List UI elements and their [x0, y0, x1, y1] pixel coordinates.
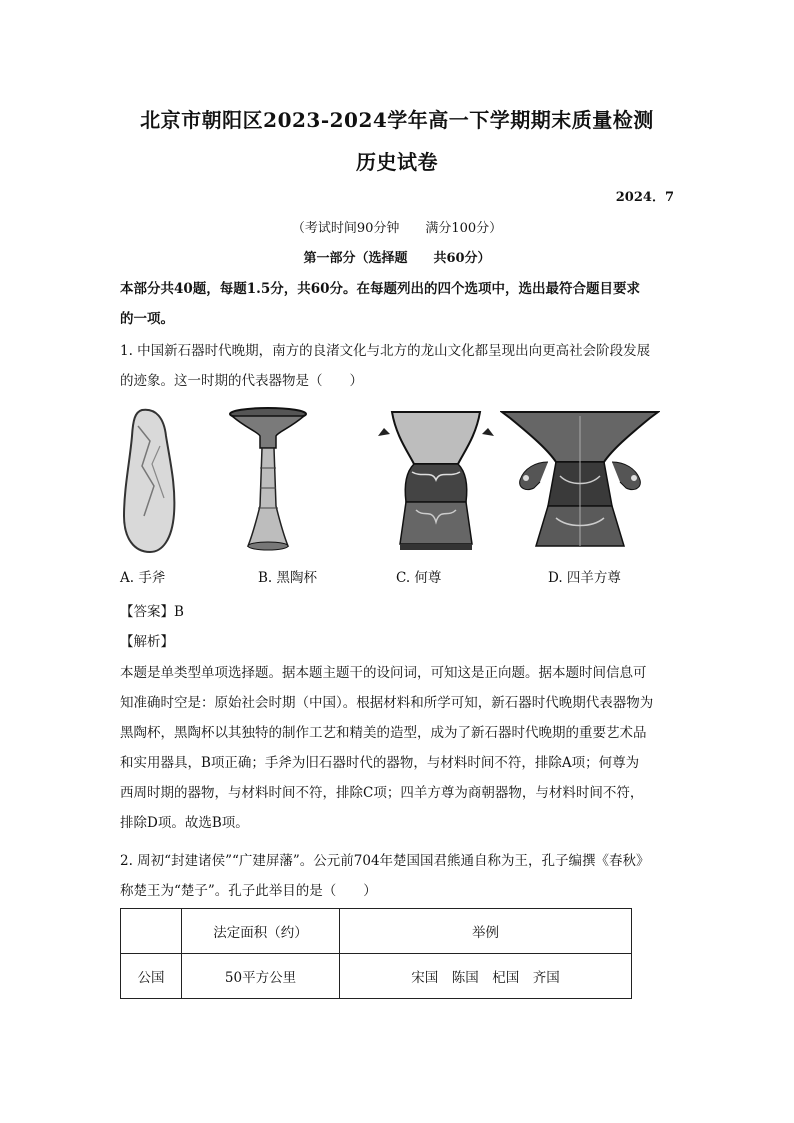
- option-b: B. 黑陶杯: [258, 570, 318, 586]
- section-heading: 第一部分（选择题 共60分）: [303, 251, 491, 266]
- question-1-analysis: 本题是单类型单项选择题。据本题主题干的设问词，可知这是正向题。据本题时间信息可 知准确时空是：原始社会时期（中国）。根据材料和所学可知，新石器时代晚期代表器物为 黑陶杯，黑陶杯以其独特的制作工艺和精美的造型，成为了新石器时代晚期的重要艺术品 和实用器具，B项正确；手斧为旧石器时代的器物，与材料时间不符，排除A项；何尊为 西周时期的器物，与材料时间不符，排除C项；四羊方尊为商朝器物，与材料时间不符， 排除D项。故选B项。: [120, 665, 654, 831]
- he-zun-image: [376, 406, 496, 554]
- option-a: A. 手斧: [120, 570, 166, 586]
- exam-date: 2024．7: [615, 190, 674, 205]
- table-header-cell: 举例: [340, 909, 632, 954]
- table-header-row: [121, 909, 632, 954]
- page-title: 北京市朝阳区2023-2024学年高一下学期期末质量检测: [140, 108, 654, 132]
- table-cell: 50平方公里: [182, 954, 340, 999]
- section-instructions: 本部分共40题，每题1.5分，共60分。在每题列出的四个选项中，选出最符合题目要求 的一项。: [120, 281, 641, 327]
- option-c: C. 何尊: [396, 570, 442, 586]
- question-1-answer: 【答案】B: [120, 604, 184, 620]
- question-1-images: [120, 406, 675, 556]
- page-subtitle: 历史试卷: [356, 150, 438, 174]
- table-header-cell: 法定面积（约）: [182, 909, 340, 954]
- table-row: [121, 954, 632, 999]
- table-cell: 宋国 陈国 杞国 齐国: [340, 954, 632, 999]
- question-1-stem: 1. 中国新石器时代晚期，南方的良渚文化与北方的龙山文化都呈现出向更高社会阶段发展 的迹象。这一时期的代表器物是（ ）: [120, 343, 651, 389]
- stone-axe-image: [120, 406, 180, 554]
- black-pottery-cup-image: [228, 406, 308, 554]
- table-header-cell: [121, 909, 182, 954]
- analysis-heading: 【解析】: [120, 634, 174, 650]
- four-ram-zun-image: [500, 406, 660, 554]
- question-1-options: [120, 566, 675, 594]
- question-2-stem: 2. 周初“封建诸侯”“广建屏藩”。公元前704年楚国国君熊通自称为王，孔子编撰《春秋》 称楚王为“楚子”。孔子此举目的是（ ）: [120, 853, 650, 899]
- exam-info: （考试时间90分钟 满分100分）: [291, 221, 503, 236]
- table-cell: 公国: [121, 954, 182, 999]
- option-d: D. 四羊方尊: [548, 570, 621, 586]
- question-2-table: [120, 908, 632, 999]
